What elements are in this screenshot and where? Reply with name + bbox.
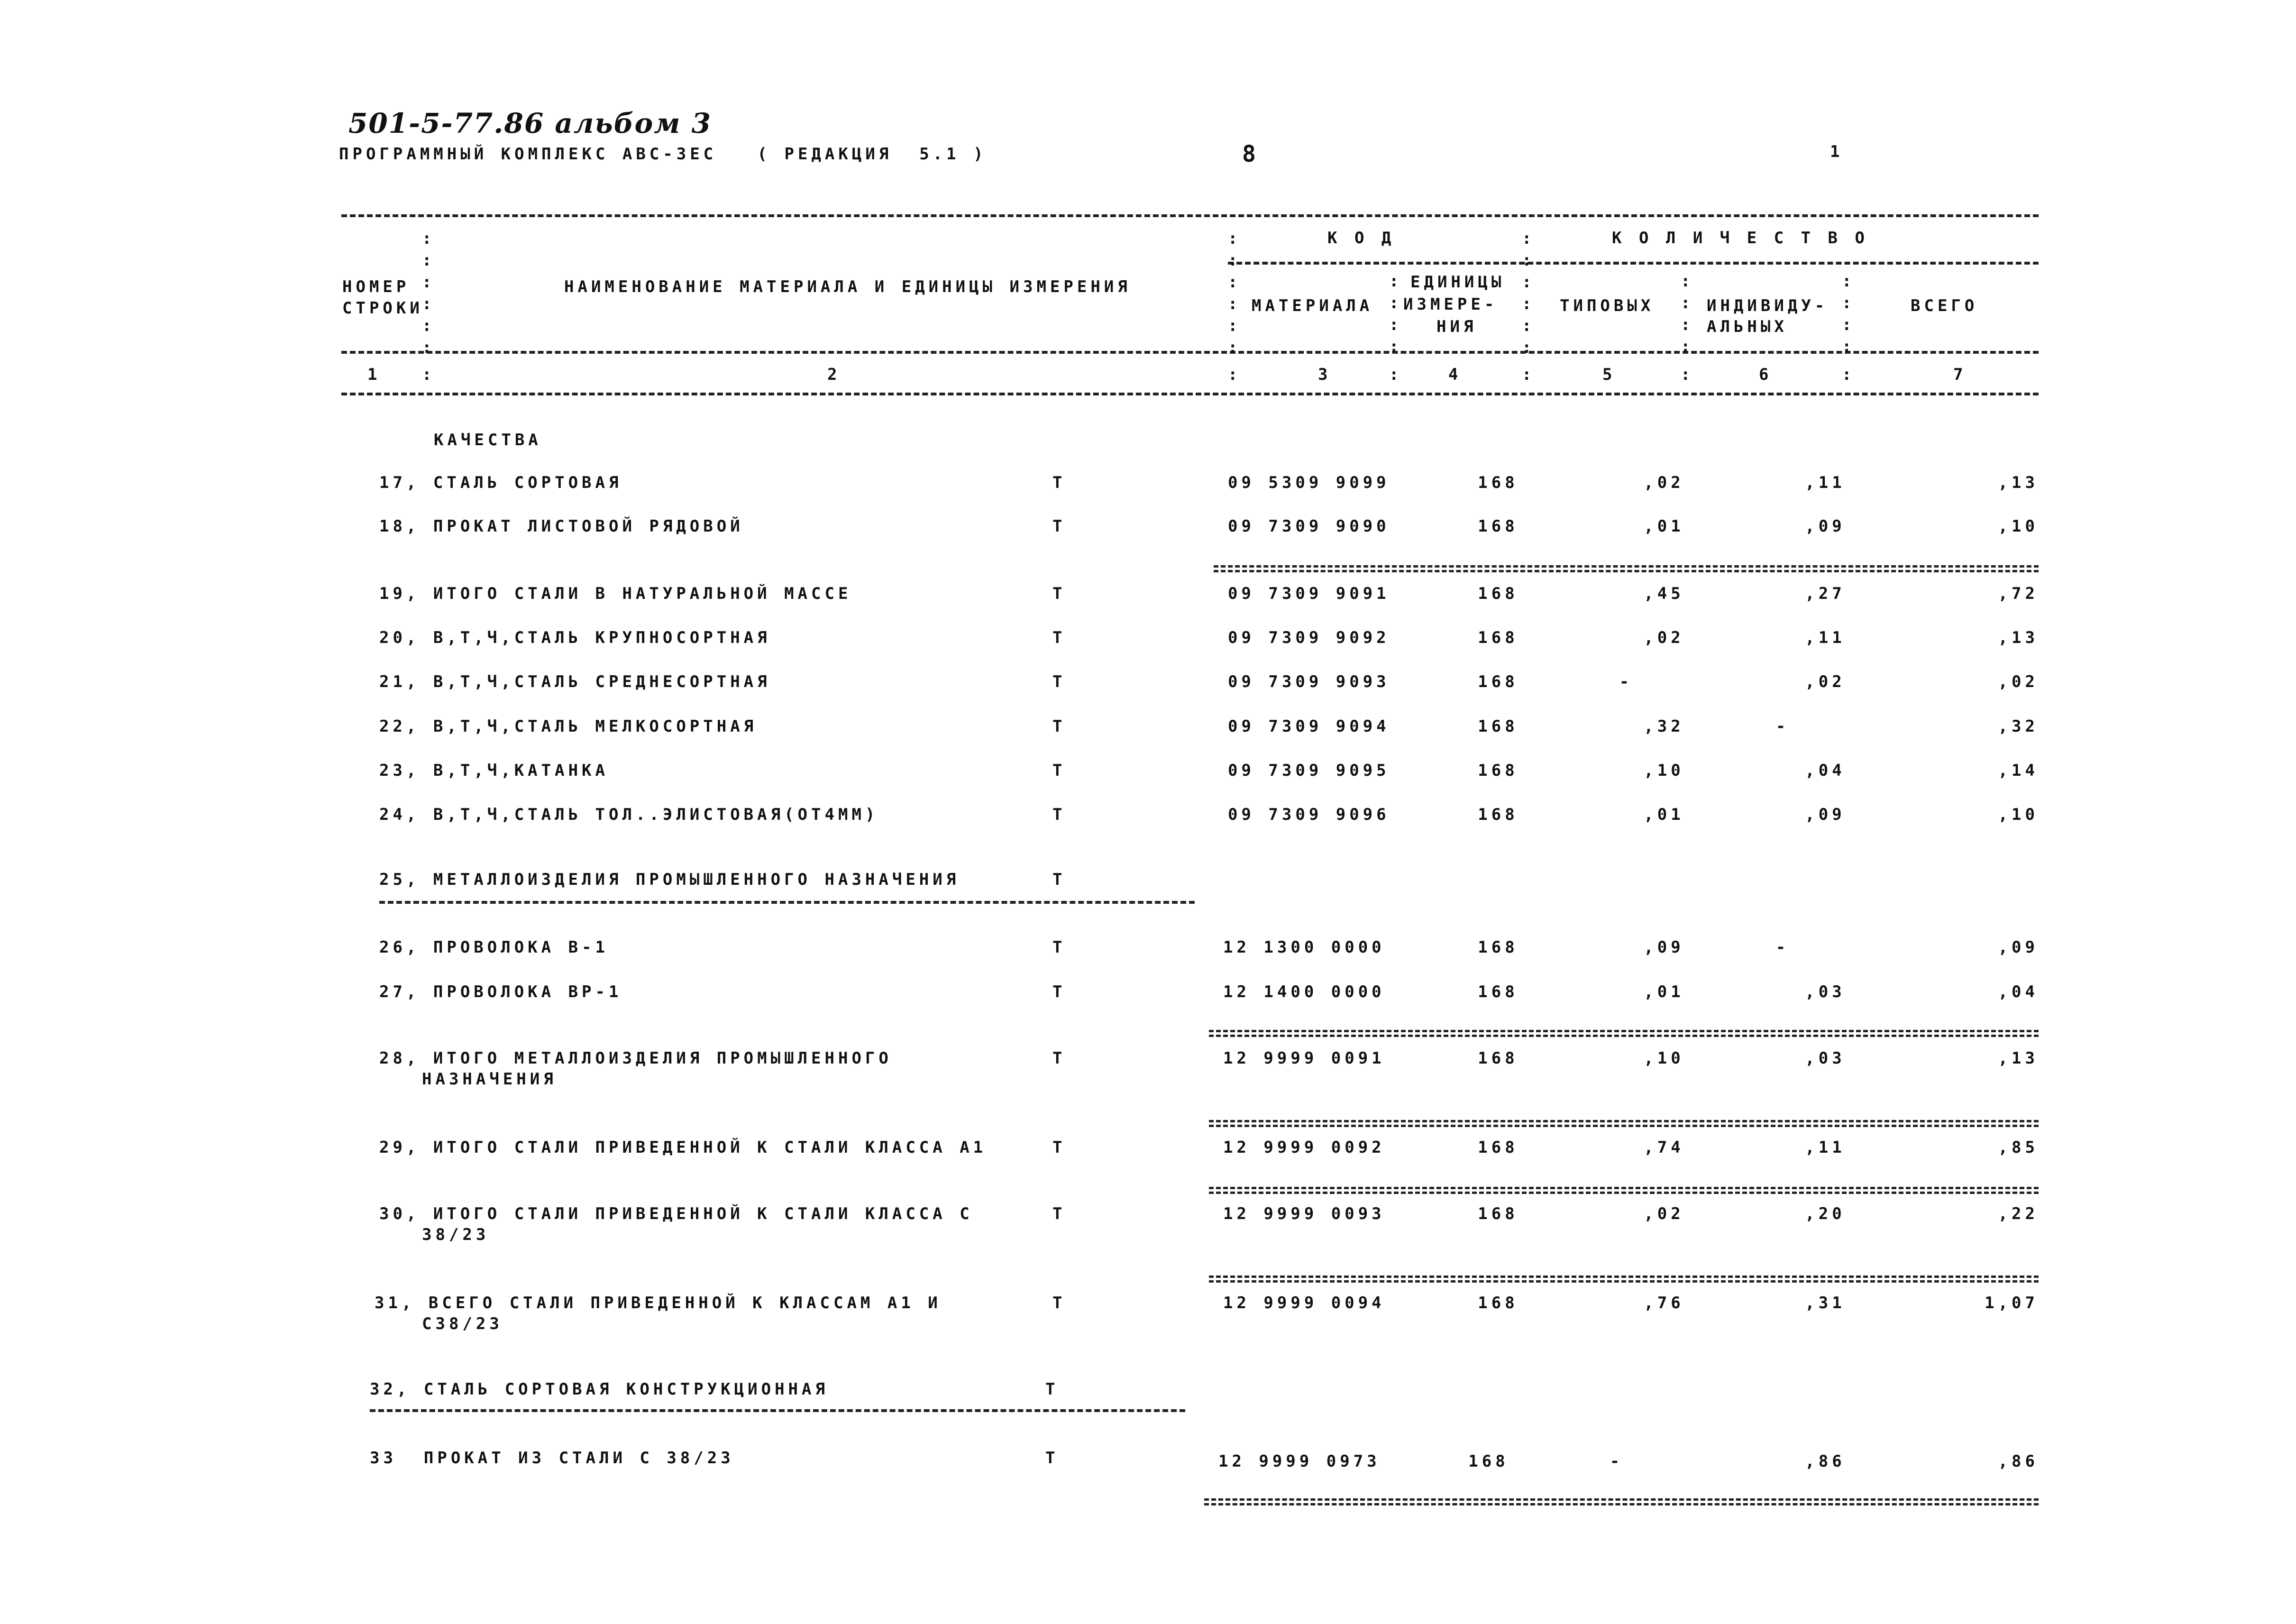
col-separator-5: : : : : [1681, 272, 1694, 356]
header-top-rule [341, 214, 2039, 217]
code-group-header: К О Д [1327, 229, 1395, 248]
page-number: 8 [1242, 141, 1260, 167]
total-header: ВСЕГО [1911, 296, 1978, 315]
total-rule [1209, 1030, 2039, 1037]
col-separator-6: : : : : [1842, 272, 1856, 356]
col-separator-3: : : : : [1389, 272, 1403, 356]
total-rule [1209, 1120, 2039, 1127]
col-number: 1 [367, 365, 381, 384]
row-number-header: НОМЕР [342, 277, 410, 296]
col-number: 6 [1759, 365, 1773, 384]
col-separator-1: : : : : : : [422, 229, 436, 357]
individual-header-2: АЛЬНЫХ [1707, 317, 1788, 336]
col-number: 4 [1448, 365, 1462, 384]
header-mid-rule [341, 351, 2039, 354]
col-separator-4: : : : : : : [1522, 229, 1536, 357]
typical-header: ТИПОВЫХ [1560, 296, 1655, 315]
group-rule [370, 1409, 1185, 1412]
material-code-header: МАТЕРИАЛА [1252, 296, 1373, 315]
total-rule [1204, 1498, 2039, 1505]
group-header-rule [1228, 262, 2039, 265]
unit-header-2: ИЗМЕРЕ- [1403, 295, 1498, 314]
col-number: 3 [1318, 365, 1332, 384]
total-rule [1209, 1275, 2039, 1283]
individual-header-1: ИНДИВИДУ- [1707, 296, 1829, 315]
handwritten-reference: 501-5-77.86 альбом 3 [348, 107, 712, 139]
unit-header-1: ЕДИНИЦЫ [1410, 273, 1505, 292]
col-number: 2 [827, 365, 841, 384]
total-rule [1214, 565, 2039, 572]
col-separator-2: : : : : : : [1228, 229, 1242, 357]
name-column-header: НАИМЕНОВАНИЕ МАТЕРИАЛА И ЕДИНИЦЫ ИЗМЕРЕНИЯ [564, 277, 1131, 296]
total-rule [1209, 1187, 2039, 1194]
group-rule [379, 901, 1195, 904]
section-title: КАЧЕСТВА [434, 431, 542, 450]
col-number: 7 [1953, 365, 1967, 384]
sheet-number: 1 [1830, 142, 1844, 161]
quantity-group-header: К О Л И Ч Е С Т В О [1612, 229, 1868, 248]
header-bottom-rule [341, 393, 2039, 395]
unit-header-3: НИЯ [1436, 317, 1477, 336]
program-title: ПРОГРАММНЫЙ КОМПЛЕКС АВС-ЗЕС ( РЕДАКЦИЯ 5.1 ) [339, 145, 987, 164]
col-number: 5 [1602, 365, 1616, 384]
row-number-header-2: СТРОКИ [342, 299, 423, 318]
